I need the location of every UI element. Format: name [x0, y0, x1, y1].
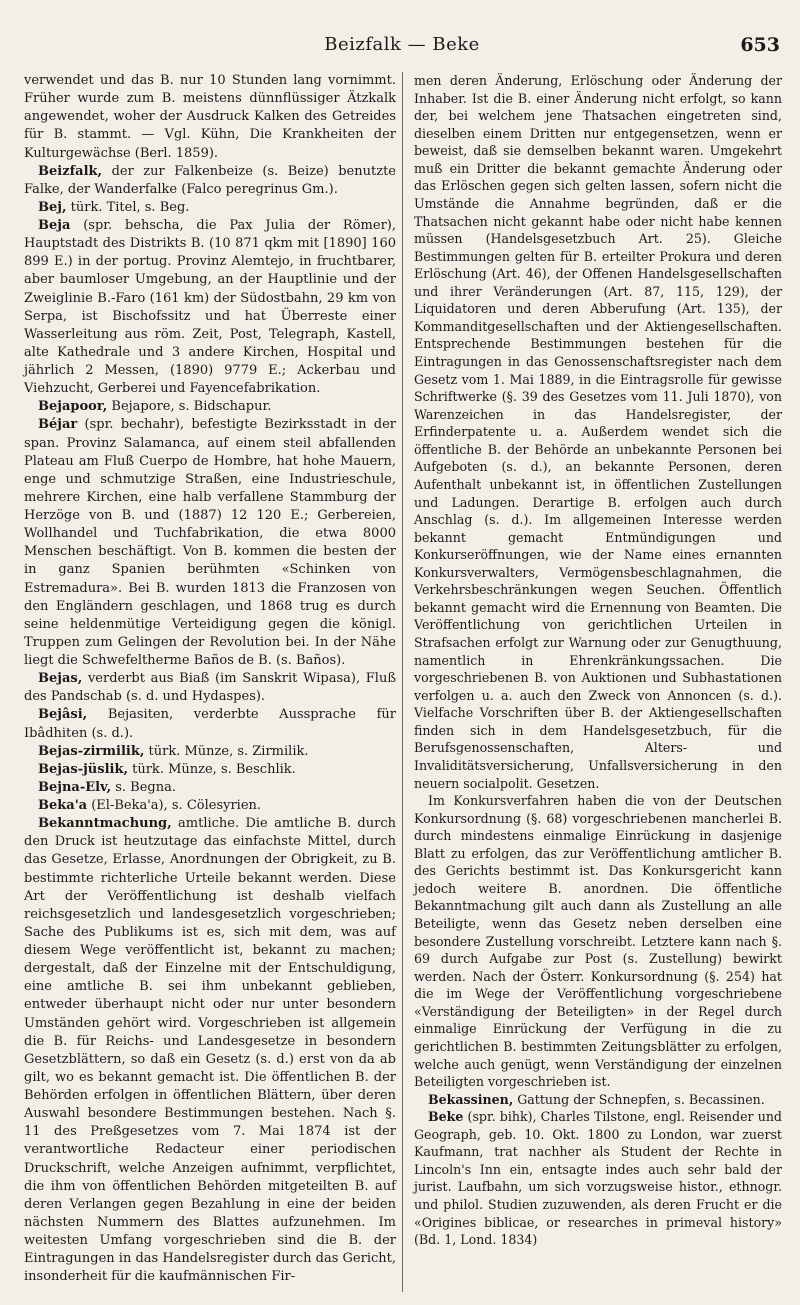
entry-text: (spr. behscha, die Pax Julia der Römer), Hauptstadt des Distrikts B. (10 871 qkm mit [1890] 160 899 E.) in der portug. Provinz Alemtejo, in fruchtbarer, aber baumloser Umgebung, an der Hauptlinie und der Zweiglinie B.-Faro (161 km) der Südostbahn, 29 km von Serpa, ist Bischofssitz und hat Überreste einer Wasserleitung aus röm. Zeit, Post, Telegraph, Kastell, alte Kathedrale und 3 andere Kirchen, Hospital und jährlich 2 Messen, (1890) 9779 E.; Ackerbau und Viehzucht, Gerberei und Fayencefabrikation.	[24, 218, 396, 397]
entry-text: türk. Münze, s. Beschlik.	[132, 761, 296, 777]
dictionary-entry	[414, 72, 782, 792]
right-column	[414, 72, 782, 1249]
entry-text: men deren Änderung, Erlöschung oder Änderung der Inhaber. Ist die B. einer Änderung nicht erfolgt, so kann der, bei welchem jene Thatsachen eingetreten sind, dieselben einem Dritten nur entgegensetzen, wenn er beweist, daß sie demselben bekannt waren. Umgekehrt muß ein Dritter die bekannt gemachte Änderung oder das Erlöschen gegen sich gelten lassen, sofern nicht die Umstände die Annahme begründen, daß er die Thatsachen nicht gekannt habe oder nicht habe kennen müssen (Handelsgesetzbuch Art. 25). Gleiche Bestimmungen gelten für B. erteilter Prokura und deren Erlöschung (Art. 46), der Offenen Handelsgesellschaften und ihrer Veränderungen (Art. 87, 115, 129), der Liquidatoren und deren Abberufung (Art. 135), der Kommanditgesellschaften und der Aktiengesellschaften. Entsprechende Bestimmungen bestehen für die Eintragungen in das Genossenschaftsregister nach dem Gesetz vom 1. Mai 1889, in die Eintragsrolle für gewisse Schriftwerke (§. 39 des Gesetzes vom 11. Juli 1870), von Warenzeichen in das Handelsregister, der Erfinderpatente u. a. Außerdem wendet sich die öffentliche B. der Behörde an unbekannte Personen bei Aufgeboten (s. d.), an bekannte Personen, deren Aufenthalt unbekannt ist, in öffentlichen Zustellungen und Ladungen. Derartige B. erfolgen auch durch Anschlag (s. d.). Im allgemeinen Interesse werden bekannt gemacht Entmündigungen und Konkurseröffnungen, wie der Name eines ernannten Konkursverwalters, Vermögensbeschlagnahmen, die Verkehrsbeschränkungen wegen Seuchen. Öffentlich bekannt gemacht wird die Ernennung von Beamten. Die Veröffentlichung von gerichtlichen Urteilen in Strafsachen erfolgt zur Warnung oder zur Genugthuung, namentlich in Ehrenkränkungssachen. Die vorgeschriebenen B. von Auktionen und Subhastationen verfolgen u. a. auch den Zweck von Annoncen (s. d.). Vielfache Vorschriften über B. der Aktiengesellschaften finden sich in dem Handelsgesetzbuch, für die Berufsgenossenschaften, Alters- und Invaliditätsversicherung, Unfallsversicherung in den neuern socialpolit. Gesetzen.	[414, 73, 782, 791]
entry-headword: Bejas-jüslik,	[38, 761, 128, 777]
column-divider	[402, 72, 403, 1292]
entry-headword: Bekanntmachung,	[38, 816, 172, 832]
entry-text: türk. Münze, s. Zirmilik.	[148, 743, 309, 759]
dictionary-entry	[24, 706, 396, 742]
entry-text: türk. Titel, s. Beg.	[70, 199, 190, 215]
entry-headword: Béjar	[38, 417, 78, 433]
entry-text: Bejasiten, verderbte Aussprache für Ibâdhiten (s. d.).	[24, 707, 396, 741]
entry-headword: Bejapoor,	[38, 399, 108, 415]
entry-text: Gattung der Schnepfen, s. Becassinen.	[517, 1091, 765, 1107]
dictionary-entry	[24, 797, 396, 815]
dictionary-entry	[24, 815, 396, 1286]
entry-headword: Bejas,	[38, 671, 83, 687]
entry-headword: Beka'a	[38, 798, 88, 813]
entry-text: Im Konkursverfahren haben die von der Deutschen Konkursordnung (§. 68) vorgeschriebenen mancherlei B. durch mindestens einmalige Einrückung in dasjenige Blatt zu erfolgen, das zur Veröffentlichung amtlicher B. des Gerichts bestimmt ist. Das Konkursgericht kann jedoch weitere B. anordnen. Die öffentliche Bekanntmachung gilt auch dann als Zustellung an alle Beteiligte, wenn das Gesetz neben derselben eine besondere Zustellung vorschreibt. Letztere kann nach §. 69 durch Aufgabe zur Post (s. Zustellung) bewirkt werden. Nach der Österr. Konkursordnung (§. 254) hat die im Wege der Veröffentlichung vorgeschriebene «Verständigung der Beteiligten» in der Regel durch einmalige Einrückung der Verfügung in die zu gerichtlichen B. bestimmten Zeitungsblätter zu erfolgen, welche auch genügt, wenn Verständigung der einzelnen Beteiligten vorgeschrieben ist.	[414, 793, 782, 1090]
dictionary-entry	[24, 199, 396, 217]
dictionary-entry	[414, 792, 782, 1091]
page-number: 653	[740, 34, 780, 56]
entry-headword: Bejâsi,	[38, 707, 88, 723]
entry-headword: Bej,	[38, 199, 67, 215]
entry-headword: Beizfalk,	[38, 163, 103, 179]
entry-headword: Bejas-zirmilik,	[38, 743, 145, 759]
dictionary-entry	[24, 72, 396, 163]
entry-text: der zur Falkenbeize (s. Beize) benutzte Falke, der Wanderfalke (Falco peregrinus Gm.).	[24, 163, 396, 197]
entry-text: (El-Beka'a), s. Cölesyrien.	[91, 798, 262, 813]
dictionary-entry	[24, 779, 396, 797]
dictionary-entry	[24, 416, 396, 670]
page-header	[24, 34, 780, 64]
dictionary-entry	[24, 163, 396, 199]
dictionary-entry	[24, 670, 396, 706]
dictionary-entry	[414, 1091, 782, 1109]
entry-headword: Bekassinen,	[428, 1091, 514, 1107]
dictionary-entry	[24, 217, 396, 398]
entry-headword: Bejna-Elv,	[38, 779, 112, 795]
entry-text: Bejapore, s. Bidschapur.	[111, 399, 272, 415]
dictionary-entry	[24, 743, 396, 761]
left-column	[24, 72, 396, 1286]
entry-text: (spr. bihk), Charles Tilstone, engl. Reisender und Geograph, geb. 10. Okt. 1800 zu London, war zuerst Kaufmann, trat nachher als Student der Rechte in Lincoln's Inn ein, entsagte indes auch sehr bald der jurist. Laufbahn, um sich vorzugsweise histor., ethnogr. und philol. Studien zuzuwenden, als deren Frucht er die «Origines biblicae, or researches in primeval history» (Bd. 1, Lond. 1834)	[414, 1109, 782, 1248]
entry-headword: Beja	[38, 218, 71, 233]
running-title: Beizfalk — Beke	[324, 34, 480, 55]
dictionary-entry	[24, 398, 396, 416]
entry-text: (spr. bechahr), befestigte Bezirksstadt in der span. Provinz Salamanca, auf einem steil abfallenden Plateau am Fluß Cuerpo de Hombre, hat hohe Mauern, enge und schmutzige Straßen, eine Industrieschule, mehrere Kirchen, eine halb verfallene Stammburg der Herzöge von B. und (1887) 12 120 E.; Gerbereien, Wollhandel und Tuchfabrikation, die etwa 8000 Menschen beschäftigt. Von B. kommen die besten der in ganz Spanien berühmten «Schinken von Estremadura». Bei B. wurden 1813 die Franzosen von den Engländern geschlagen, und 1868 trug es durch seine heldenmütige Verteidigung gegen die königl. Truppen zum Gelingen der Revolution bei. In der Nähe liegt die Schwefeltherme Baños de B. (s. Baños).	[24, 417, 396, 668]
entry-text: amtliche. Die amtliche B. durch den Druck ist heutzutage das einfachste Mittel, durch das Gesetze, Erlasse, Anordnungen der Obrigkeit, zu B. bestimmte richterliche Urteile bekannt werden. Diese Art der Veröffentlichung ist deshalb vielfach reichsgesetzlich und landesgesetzlich vorgeschrieben; Sache des Publikums ist es, sich mit dem, was auf diesem Wege veröffentlicht ist, bekannt zu machen; dergestalt, daß der Einzelne mit der Entschuldigung, eine amtliche B. sei ihm unbekannt geblieben, entweder überhaupt nicht oder nur unter besondern Umständen gehört wird. Vorgeschrieben ist allgemein die B. für Reichs- und Landesgesetze in besondern Gesetzblättern, so daß ein Gesetz (s. d.) erst von da ab gilt, wo es bekannt gemacht ist. Die öffentlichen B. der Behörden erfolgen in öffentlichen Blättern, über deren Auswahl besondere Bestimmungen bestehen. Nach §. 11 des Preßgesetzes vom 7. Mai 1874 ist der verantwortliche Redacteur einer periodischen Druckschrift, welche Anzeigen aufnimmt, verpflichtet, die ihm von öffentlichen Behörden mitgeteilten B. auf deren Verlangen gegen Bezahlung in eine der beiden nächsten Nummern des Blattes aufzunehmen. Im weitesten Umfang vorgeschrieben sind die B. der Eintragungen in das Handelsregister durch das Gericht, insonderheit für die kaufmännischen Fir-	[24, 816, 396, 1285]
dictionary-entry	[24, 761, 396, 779]
entry-text: s. Begna.	[115, 779, 177, 795]
entry-text: verwendet und das B. nur 10 Stunden lang vornimmt. Früher wurde zum B. meistens dünnflüssiger Ätzkalk angewendet, woher der Ausdruck Kalken des Getreides für B. stammt. — Vgl. Kühn, Die Krankheiten der Kulturgewächse (Berl. 1859).	[24, 73, 396, 161]
entry-headword: Beke	[428, 1109, 464, 1125]
entry-text: verderbt aus Biaß (im Sanskrit Wipasa), Fluß des Pandschab (s. d. und Hydaspes).	[24, 671, 397, 705]
dictionary-entry	[414, 1108, 782, 1249]
